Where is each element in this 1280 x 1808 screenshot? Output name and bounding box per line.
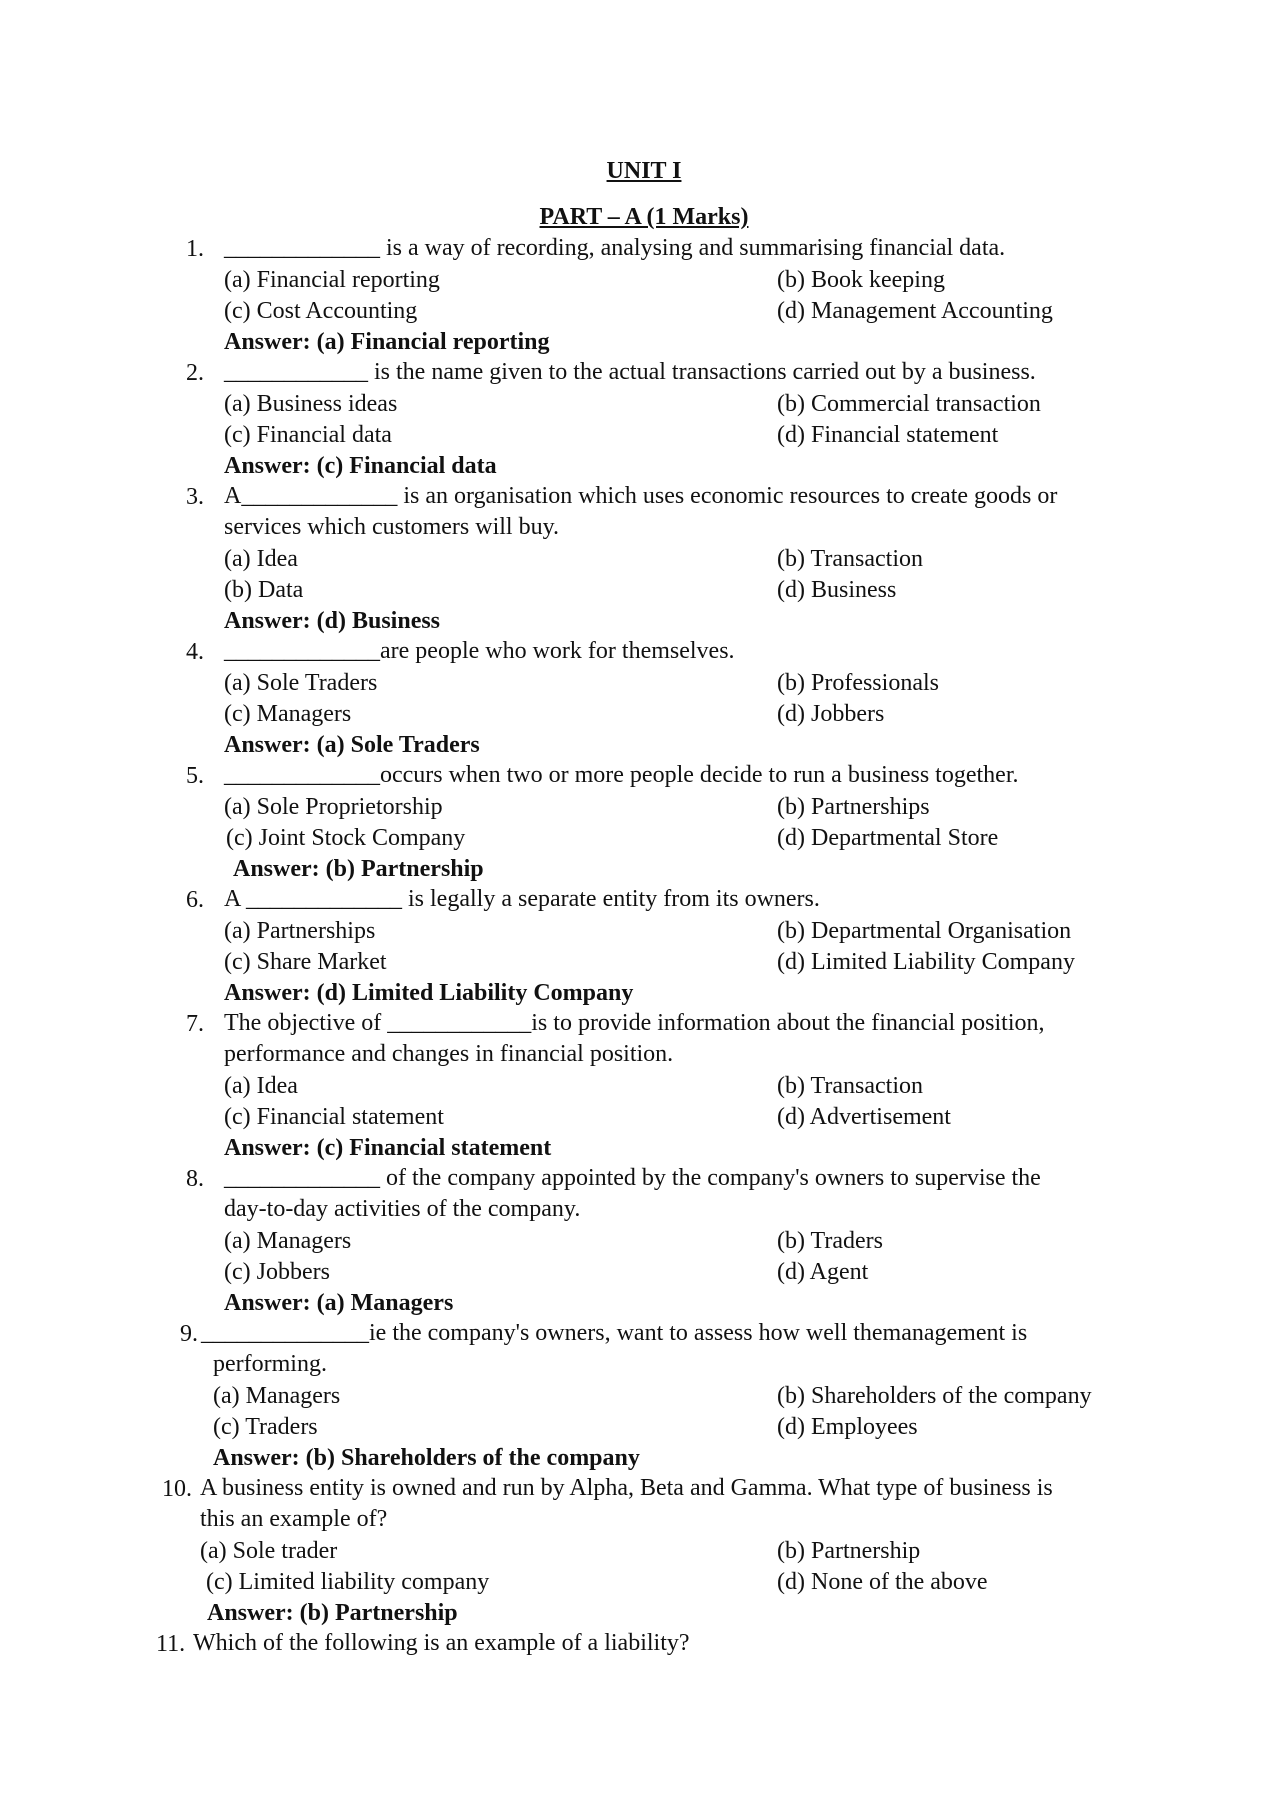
option-b: (b) Professionals	[777, 670, 939, 696]
option-d: (d) None of the above	[777, 1569, 988, 1595]
option-d: (d) Jobbers	[777, 701, 885, 727]
question-text: _____________occurs when two or more people decide to run a business together.	[224, 762, 1019, 788]
option-b: (b) Commercial transaction	[777, 391, 1041, 417]
option-a: (a) Managers	[213, 1383, 341, 1409]
answer: Answer: (d) Business	[224, 608, 441, 634]
option-a: (a) Business ideas	[224, 391, 398, 417]
option-a: (a) Idea	[224, 1073, 298, 1099]
question-number: 2.	[186, 360, 204, 386]
option-c: (c) Managers	[224, 701, 352, 727]
question-number: 6.	[186, 887, 204, 913]
option-a: (a) Sole Traders	[224, 670, 378, 696]
option-d: (d) Management Accounting	[777, 298, 1053, 324]
option-d: (d) Departmental Store	[777, 825, 999, 851]
question-number: 1.	[186, 236, 204, 262]
question-number: 8.	[186, 1166, 204, 1192]
option-c: (b) Data	[224, 577, 304, 603]
answer: Answer: (a) Managers	[224, 1290, 454, 1316]
question-text-continued: services which customers will buy.	[224, 514, 560, 540]
question-number: 11.	[156, 1631, 186, 1657]
question-text: _____________are people who work for themselves.	[224, 638, 735, 664]
option-d: (d) Financial statement	[777, 422, 999, 448]
option-d: (d) Limited Liability Company	[777, 949, 1075, 975]
option-b: (b) Transaction	[777, 546, 923, 572]
question-number: 3.	[186, 484, 204, 510]
option-b: (b) Departmental Organisation	[777, 918, 1072, 944]
option-d: (d) Advertisement	[777, 1104, 951, 1130]
question-text: A _____________ is legally a separate entity from its owners.	[224, 886, 820, 912]
option-b: (b) Traders	[777, 1228, 883, 1254]
option-c: (c) Limited liability company	[206, 1569, 490, 1595]
option-b: (b) Partnerships	[777, 794, 930, 820]
answer: Answer: (c) Financial statement	[224, 1135, 552, 1161]
option-a: (a) Sole Proprietorship	[224, 794, 443, 820]
question-text: ____________ is the name given to the actual transactions carried out by a business.	[224, 359, 1036, 385]
option-d: (d) Agent	[777, 1259, 869, 1285]
option-d: (d) Business	[777, 577, 897, 603]
option-a: (a) Idea	[224, 546, 298, 572]
option-c: (c) Jobbers	[224, 1259, 330, 1285]
question-number: 5.	[186, 763, 204, 789]
answer: Answer: (b) Shareholders of the company	[213, 1445, 640, 1471]
option-b: (b) Shareholders of the company	[777, 1383, 1092, 1409]
option-b: (b) Book keeping	[777, 267, 945, 293]
question-text: A_____________ is an organisation which uses economic resources to create goods or	[224, 483, 1058, 509]
question-number: 10.	[162, 1476, 192, 1502]
question-text: A business entity is owned and run by Alpha, Beta and Gamma. What type of business is	[200, 1475, 1053, 1501]
answer: Answer: (c) Financial data	[224, 453, 497, 479]
question-text: _____________ is a way of recording, analysing and summarising financial data.	[224, 235, 1006, 261]
option-c: (c) Cost Accounting	[224, 298, 418, 324]
unit-title: UNIT I	[606, 158, 682, 184]
question-number: 7.	[186, 1011, 204, 1037]
part-title: PART – A (1 Marks)	[539, 204, 749, 230]
option-a: (a) Partnerships	[224, 918, 376, 944]
answer: Answer: (a) Financial reporting	[224, 329, 550, 355]
option-c: (c) Financial data	[224, 422, 392, 448]
question-text: ______________ie the company's owners, want to assess how well themanagement is	[201, 1320, 1028, 1346]
option-c: (c) Share Market	[224, 949, 387, 975]
option-c: (c) Joint Stock Company	[226, 825, 466, 851]
question-text-continued: performance and changes in financial position.	[224, 1041, 674, 1067]
answer: Answer: (b) Partnership	[207, 1600, 458, 1626]
question-text: Which of the following is an example of a liability?	[193, 1630, 690, 1656]
option-b: (b) Transaction	[777, 1073, 923, 1099]
option-b: (b) Partnership	[777, 1538, 921, 1564]
answer: Answer: (d) Limited Liability Company	[224, 980, 634, 1006]
question-number: 4.	[186, 639, 204, 665]
question-text: _____________ of the company appointed by the company's owners to supervise the	[224, 1165, 1041, 1191]
question-text-continued: this an example of?	[200, 1506, 388, 1532]
option-c: (c) Financial statement	[224, 1104, 444, 1130]
option-a: (a) Managers	[224, 1228, 352, 1254]
question-text: The objective of ____________is to provide information about the financial position,	[224, 1010, 1045, 1036]
option-a: (a) Financial reporting	[224, 267, 440, 293]
option-a: (a) Sole trader	[200, 1538, 338, 1564]
question-number: 9.	[180, 1321, 198, 1347]
question-text-continued: day-to-day activities of the company.	[224, 1196, 581, 1222]
question-text-continued: performing.	[213, 1351, 327, 1377]
option-c: (c) Traders	[213, 1414, 318, 1440]
answer: Answer: (a) Sole Traders	[224, 732, 480, 758]
option-d: (d) Employees	[777, 1414, 918, 1440]
answer: Answer: (b) Partnership	[233, 856, 484, 882]
